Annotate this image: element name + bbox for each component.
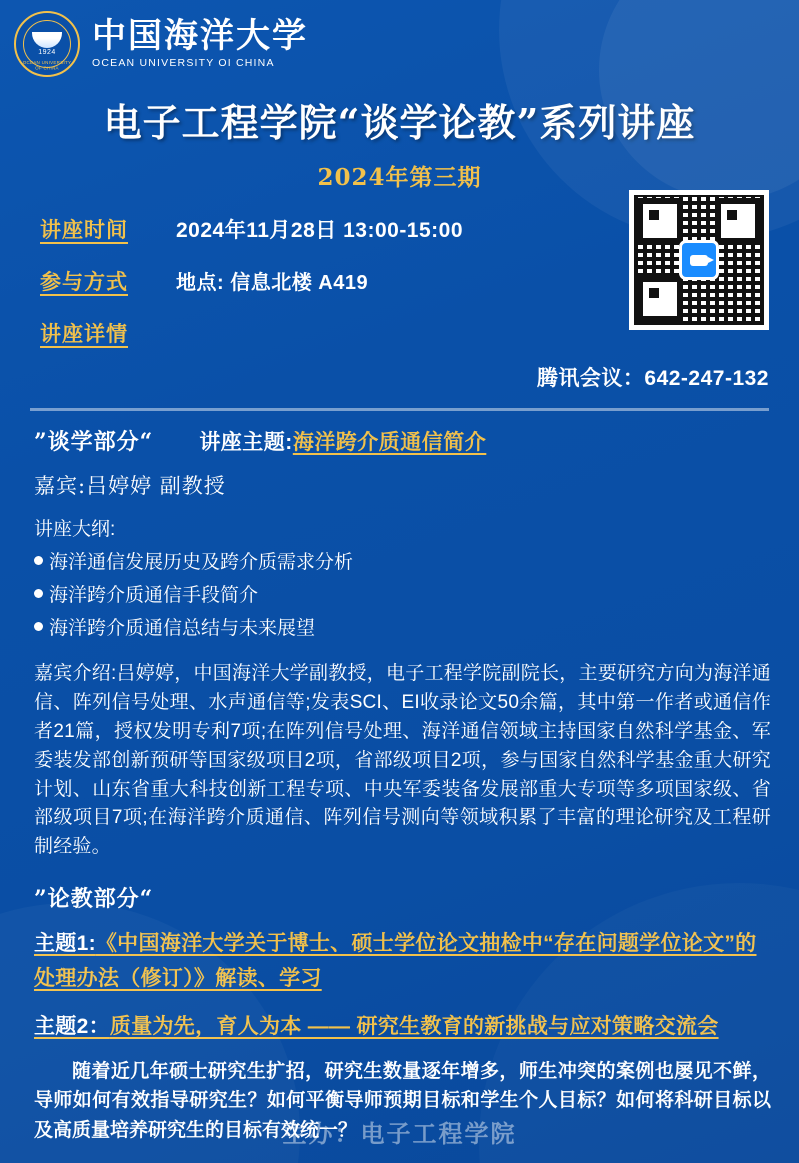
theme-1 — [34, 927, 771, 996]
lecture-time-value: 2024年11月28日 13:00-15:00 — [176, 219, 464, 242]
guest-speaker: 嘉宾:吕婷婷 副教授 — [34, 474, 226, 498]
qr-eye-top-right — [715, 198, 761, 244]
participation-label: 参与方式 — [40, 271, 128, 294]
lecture-detail-label: 讲座详情 — [40, 323, 128, 346]
section1-head — [34, 425, 771, 456]
university-name-en: OCEAN UNIVERSITY OI CHINA — [92, 57, 275, 70]
participation-value: 地点: 信息北楼 A419 — [176, 272, 369, 294]
lecture-topic-value: 海洋跨介质通信简介 — [292, 431, 487, 454]
poster-header — [0, 0, 799, 76]
organizer-footer: 主办：电子工程学院 — [282, 1121, 517, 1148]
section-lecture — [0, 425, 799, 1145]
university-name-cn: 中国海洋大学 — [92, 16, 308, 57]
lecture-time-label: 讲座时间 — [40, 219, 128, 242]
outline-title: 讲座大纲: — [34, 519, 116, 540]
list-item — [34, 580, 771, 607]
theme-2-text: 质量为先，育人为本 —— 研究生教育的新挑战与应对策略交流会 — [109, 1015, 719, 1039]
wave-icon — [32, 32, 62, 48]
page-title: 电子工程学院“谈学论教”系列讲座 — [103, 100, 696, 145]
university-name-block — [92, 16, 308, 70]
outline-item-label: 海洋跨介质通信手段简介 — [49, 585, 259, 606]
qr-eye-bottom-left — [637, 276, 683, 322]
theme-1-label: 主题1: — [34, 932, 96, 956]
seal-year: 1924 — [38, 49, 56, 56]
bullet-icon — [34, 556, 43, 565]
outline-item-label: 海洋通信发展历史及跨介质需求分析 — [49, 552, 354, 573]
theme-2 — [34, 1010, 771, 1045]
seal-ring-text: OCEAN UNIVERSITY OF CHINA — [22, 60, 72, 72]
qr-code-pattern — [634, 195, 764, 325]
tencent-meeting-icon — [679, 240, 719, 280]
section2-title: ”论教部分“ — [34, 886, 154, 913]
qr-code[interactable] — [629, 190, 769, 330]
list-item — [34, 547, 771, 574]
section1-title: ”谈学部分“ — [34, 429, 154, 455]
section-divider — [30, 408, 769, 411]
speaker-biography: 嘉宾介绍:吕婷婷，中国海洋大学副教授，电子工程学院副院长，主要研究方向为海洋通信、阵列信号处理、水声通信等;发表SCI、EI收录论文50余篇，其中第一作者或通信作者21篇，授权发明专利7项;在阵列信号处理、海洋通信领域主持国家自然科学基金、军委装发部创新预研等国家级项目2项，省部级项目2项，参与国家自然科学基金重大研究计划、山东省重大科技创新工程专项、中央军委装备发展部重大专项等多项国家级、省部级项目7项;在海洋跨介质通信、阵列信号测向等领域积累了丰富的理论研究及工程研制经验。 — [34, 663, 771, 858]
bullet-icon — [34, 589, 43, 598]
info-block — [0, 214, 799, 348]
qr-eye-top-left — [637, 198, 683, 244]
lecture-topic-label: 讲座主题: — [199, 431, 293, 454]
theme-2-label: 主题2： — [34, 1015, 110, 1039]
lecture-topic — [199, 426, 486, 456]
university-seal-logo — [14, 11, 80, 77]
list-item — [34, 613, 771, 640]
outline-item-label: 海洋跨介质通信总结与未来展望 — [49, 618, 316, 639]
theme-1-text: 《中国海洋大学关于博士、硕士学位论文抽检中“存在问题学位论文”的处理办法（修订）》解读、学习 — [34, 932, 757, 990]
camera-icon — [690, 255, 708, 266]
theme-2-description: 随着近几年硕士研究生扩招，研究生数量逐年增多，师生冲突的案例也屡见不鲜，导师如何有效指导研究生？如何平衡导师预期目标和学生个人目标？如何将科研目标以及高质量培养研究生的目标有效统一？ — [34, 1061, 771, 1141]
bullet-icon — [34, 622, 43, 631]
meeting-number: 腾讯会议：642-247-132 — [536, 367, 769, 390]
page-subtitle: 2024年第三期 — [317, 164, 482, 191]
